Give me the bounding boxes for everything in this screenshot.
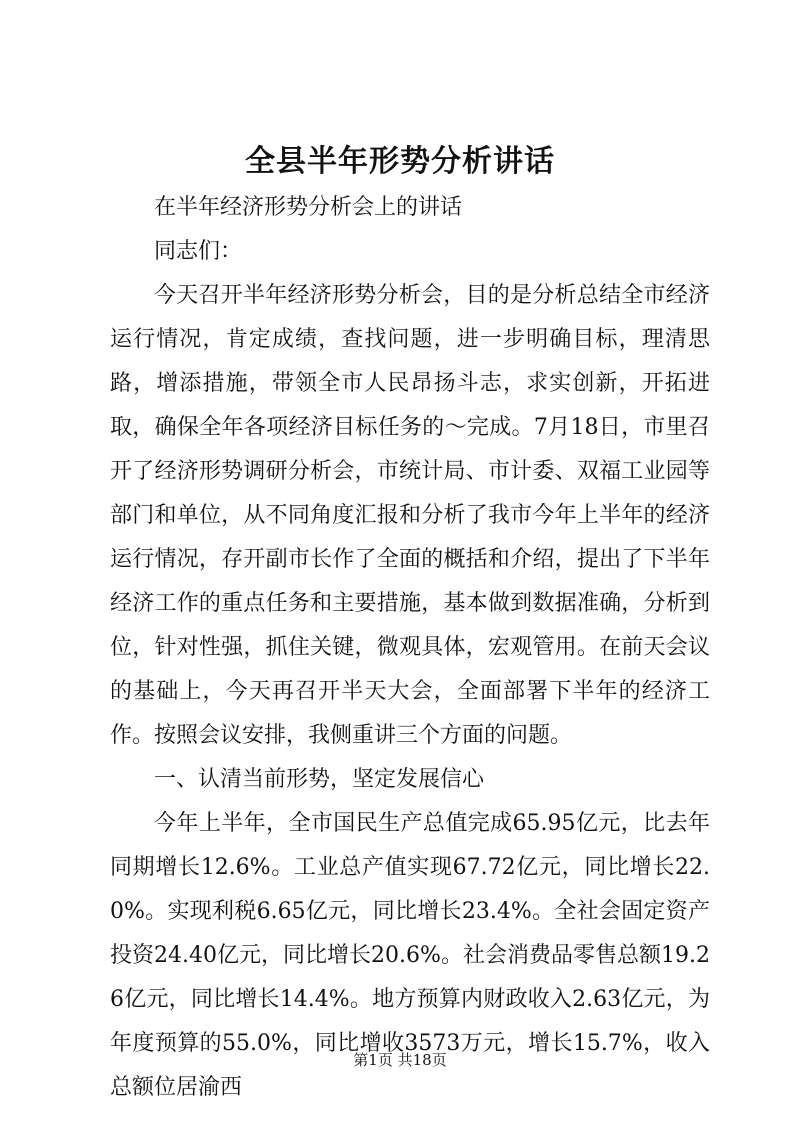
document-body: [110, 186, 710, 1110]
salutation-paragraph: 同志们：: [154, 239, 243, 264]
page-footer: 第1页 共18页: [353, 1051, 447, 1069]
statistics-paragraph: 今年上半年，全市国民生产总值完成65.95亿元，比去年同期增长12.6%。工业总产值实现67.72亿元，同比增长22.0%。实现利税6.65亿元，同比增长23.4%。全社会固定资产投资24.40亿元，同比增长20.6%。社会消费品零售总额19.26亿元，同比增长14.4%。地方预算内财政收入2.63亿元，为年度预算的55.0%，同比增收3573万元，增长15.7%，收入总额位居渝西: [110, 811, 710, 1100]
subtitle-paragraph: 在半年经济形势分析会上的讲话: [154, 195, 463, 220]
document-title: 全县半年形势分析讲话: [245, 144, 555, 179]
section-heading: 一、认清当前形势，坚定发展信心: [154, 767, 485, 792]
intro-paragraph: 今天召开半年经济形势分析会，目的是分析总结全市经济运行情况，肯定成绩，查找问题，进一步明确目标，理清思路，增添措施，带领全市人民昂扬斗志，求实创新，开拓进取，确保全年各项经济目标任务的～完成。7月18日，市里召开了经济形势调研分析会，市统计局、市计委、双福工业园等部门和单位，从不同角度汇报和分析了我市今年上半年的经济运行情况，存开副市长作了全面的概括和介绍，提出了下半年经济工作的重点任务和主要措施，基本做到数据准确，分析到位，针对性强，抓住关键，微观具体，宏观管用。在前天会议的基础上，今天再召开半天大会，全面部署下半年的经济工作。按照会议安排，我侧重讲三个方面的问题。: [110, 283, 710, 748]
